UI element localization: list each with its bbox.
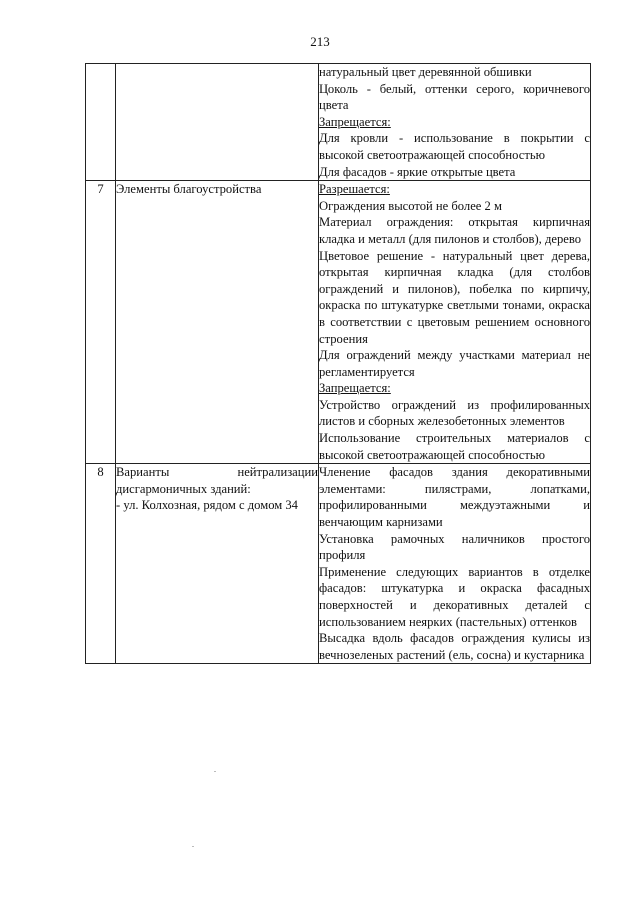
requirement-paragraph: Установка рамочных наличников простого профиля (319, 531, 590, 563)
table-body (86, 64, 591, 664)
table-row (86, 181, 591, 464)
requirements-cell (319, 64, 591, 181)
requirement-paragraph: Ограждения высотой не более 2 м (319, 198, 502, 213)
element-name-line: дисгармоничных зданий: (116, 481, 251, 496)
section-heading: Запрещается: (319, 114, 391, 129)
section-heading: Разрешается: (319, 182, 390, 197)
element-name-cell (116, 181, 319, 464)
row-number-cell (86, 64, 116, 181)
requirement-paragraph: Применение следующих вариантов в отделке фасадов: штукатурка и окраска фасадных поверхностей и декоративных деталей с использованием неярких (пастельных) оттенков (319, 564, 590, 629)
requirement-paragraph: Для кровли - использование в покрытии с высокой светоотражающей способностью (319, 131, 590, 162)
requirement-paragraph: Устройство ограждений из профилированных листов и сборных железобетонных элементов (319, 397, 590, 429)
section-heading: Запрещается: (319, 381, 391, 396)
requirement-paragraph: Для ограждений между участками материал не регламентируется (319, 348, 590, 379)
table-row (86, 464, 591, 664)
requirements-cell (319, 464, 591, 664)
row-number-cell: 7 (86, 181, 116, 464)
element-name-line: - ул. Колхозная, рядом с домом 34 (116, 498, 298, 513)
scan-speck (214, 771, 216, 772)
requirement-paragraph: Высадка вдоль фасадов ограждения кулисы из вечнозеленых растений (ель, сосна) и кустарника (319, 631, 590, 662)
regulations-table (85, 63, 591, 664)
requirement-paragraph: Материал ограждения: открытая кирпичная кладка и металл (для пилонов и столбов), дерево (319, 215, 590, 246)
row-number-cell: 8 (86, 464, 116, 664)
requirements-cell (319, 181, 591, 464)
element-name-line: Элементы благоустройства (116, 182, 262, 197)
table-row (86, 64, 591, 181)
requirement-paragraph: Членение фасадов здания декоративными элементами: пилястрами, лопатками, профилированными междуэтажными и венчающим карнизами (319, 465, 590, 530)
requirement-paragraph: Использование строительных материалов с высокой светоотражающей способностью (319, 431, 590, 462)
page-number: 213 (310, 34, 330, 49)
requirement-paragraph: Для фасадов - яркие открытые цвета (319, 164, 516, 179)
element-name-cell (116, 64, 319, 181)
element-name-line: Варианты нейтрализации (116, 465, 318, 480)
requirement-paragraph: Цоколь - белый, оттенки серого, коричневого цвета (319, 81, 590, 113)
scan-speck (192, 846, 194, 847)
requirement-paragraph: Цветовое решение - натуральный цвет дерева, открытая кирпичная кладка (для столбов ограждений и пилонов), побелка по кирпичу, окраска по штукатурке светлыми тонами, окраска в соответствии с цветовым решением основного строения (319, 248, 590, 346)
requirement-paragraph: натуральный цвет деревянной обшивки (319, 65, 532, 79)
element-name-cell (116, 464, 319, 664)
